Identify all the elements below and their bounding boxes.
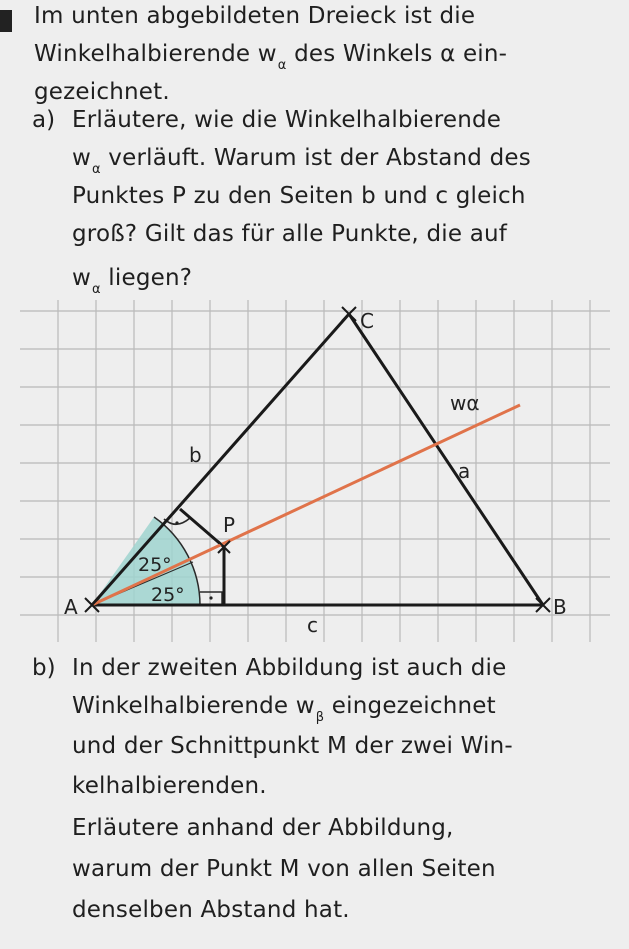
part-b-line-1: In der zweiten Abbildung ist auch die <box>72 655 507 681</box>
label-angle-upper: 25° <box>138 554 172 576</box>
part-b-line-2: Winkelhalbierende $w_\beta$ eingezeichnet <box>72 693 496 725</box>
part-a-line-5: $w_\alpha$ liegen? <box>72 265 193 297</box>
side-b-line <box>92 314 349 605</box>
label-angle-lower: 25° <box>151 584 185 606</box>
label-A: A <box>64 595 78 619</box>
perpendicular-to-b <box>180 509 224 547</box>
part-a-label: a) <box>32 107 56 133</box>
intro-line-2: Winkelhalbierende $w_\alpha$ des Winkels α ein- <box>34 41 508 73</box>
part-b-line-5: Erläutere anhand der Abbildung, <box>72 815 454 841</box>
part-b-line-3: und der Schnittpunkt M der zwei Win- <box>72 733 513 759</box>
label-B: B <box>553 595 567 619</box>
part-b-line-7: denselben Abstand hat. <box>72 897 350 923</box>
label-C: C <box>360 309 374 333</box>
label-w-alpha: wα <box>450 391 480 415</box>
part-b-line-4: kelhalbierenden. <box>72 773 267 799</box>
part-a-line-4: groß? Gilt das für alle Punkte, die auf <box>72 221 508 247</box>
label-P: P <box>223 513 236 537</box>
label-side-b: b <box>189 443 202 467</box>
part-a-line-2: $w_\alpha$ verläuft. Warum ist der Abstand des <box>72 145 531 177</box>
intro-line-1: Im unten abgebildeten Dreieck ist die <box>34 3 476 29</box>
label-side-a: a <box>458 459 471 483</box>
label-side-c: c <box>307 613 318 637</box>
vertex-C-cross <box>342 307 356 321</box>
part-b-line-6: warum der Punkt M von allen Seiten <box>72 856 496 882</box>
intro-line-3: gezeichnet. <box>34 79 170 105</box>
part-b-label: b) <box>32 655 56 681</box>
part-a-line-3: Punktes P zu den Seiten b und c gleich <box>72 183 526 209</box>
part-a-line-1: Erläutere, wie die Winkelhalbierende <box>72 107 502 133</box>
